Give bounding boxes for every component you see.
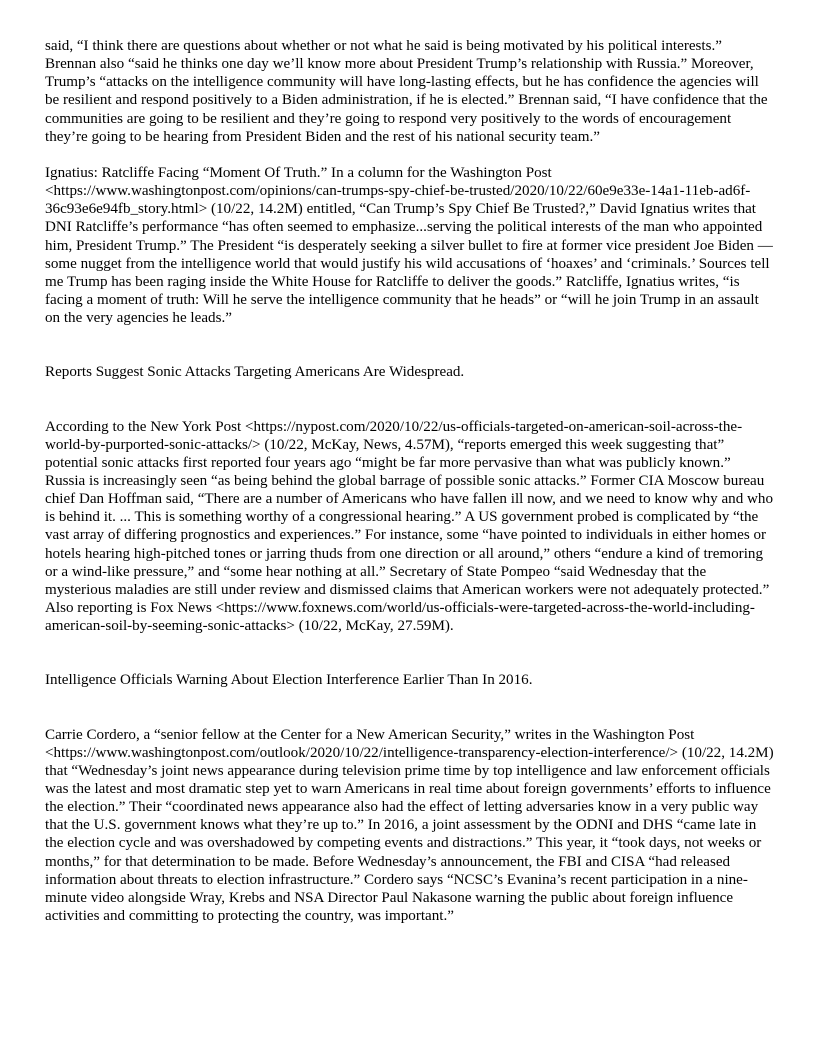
- paragraph-brennan: said, “I think there are questions about whether or not what he said is being motivated by his political interests.” Brennan also “said he thinks one day we’ll know more about President Trump’s relationship with Russia.” Moreover, Trump’s “attacks on the intelligence community will have long-lasting effects, but he has confidence the agencies will be resilient and respond positively to a Biden administration, if he is elected.” Brennan said, “I have confidence that the communities are going to be resilient and they’re going to respond very positively to the words of encouragement they’re going to be hearing from President Biden and the rest of his national security team.”: [45, 38, 768, 145]
- paragraph-spacer: [45, 146, 774, 164]
- paragraph-spacer: [45, 690, 774, 726]
- section-heading-election-interference: Intelligence Officials Warning About Election Interference Earlier Than In 2016.: [45, 672, 533, 689]
- paragraph-spacer: [45, 382, 774, 418]
- paragraph-sonic-attacks: According to the New York Post <https://nypost.com/2020/10/22/us-officials-targeted-on-american-soil-across-the-world-by-purported-sonic-attacks/> (10/22, McKay, News, 4.57M), “reports emerged this week suggesting that” potential sonic attacks first reported four years ago “might be far more pervasive than what was publicly known.” Russia is increasingly seen “as being behind the global barrage of possible sonic attacks.” Former CIA Moscow bureau chief Dan Hoffman said, “There are a number of Americans who have fallen ill now, and we need to know why and who is behind it. ... This is something worthy of a congressional hearing.” A US government probed is complicated by “the vast array of differing prognostics and experiences.” For instance, some “have pointed to individuals in either homes or hotels hearing high-pitched tones or jarring thuds from one direction or all around,” others “endure a kind of tremoring or a wind-like pressure,” and “some hear nothing at all.” Secretary of State Pompeo “said Wednesday that the mysterious maladies are still under review and dismissed claims that American workers were not adequately protected.” Also reporting is Fox News <https://www.foxnews.com/world/us-officials-were-targeted-across-the-world-including-american-soil-by-seeming-sonic-attacks> (10/22, McKay, 27.59M).: [45, 418, 774, 635]
- paragraph-spacer: [45, 635, 774, 671]
- section-heading-sonic-attacks: Reports Suggest Sonic Attacks Targeting Americans Are Widespread.: [45, 364, 465, 381]
- paragraph-cordero: Carrie Cordero, a “senior fellow at the Center for a New American Security,” writes in the Washington Post <https://www.washingtonpost.com/outlook/2020/10/22/intelligence-transparency-election-interference/> (10/22, 14.2M) that “Wednesday’s joint news appearance during television prime time by top intelligence and law enforcement officials was the latest and most dramatic step yet to warn Americans in real time about foreign governments’ efforts to influence the election.” Their “coordinated news appearance also had the effect of letting adversaries know in a very public way that the U.S. government knows what they’re up to.” In 2016, a joint assessment by the ODNI and DHS “came late in the election cycle and was overshadowed by competing events and distractions.” This year, it “took days, not weeks or months,” for that determination to be made. Before Wednesday’s announcement, the FBI and CISA “had released information about threats to election infrastructure.” Cordero says “NCSC’s Evanina’s recent participation in a nine-minute video alongside Wray, Krebs and NSA Director Paul Nakasone warning the public about foreign influence activities and committing to protecting the country, was important.”: [45, 726, 774, 925]
- paragraph-spacer: [45, 327, 774, 363]
- paragraph-ignatius: Ignatius: Ratcliffe Facing “Moment Of Truth.” In a column for the Washington Post <https://www.washingtonpost.com/opinions/can-trumps-spy-chief-be-trusted/2020/10/22/60e9e33e-14a1-11eb-ad6f-36c93e6e94fb_story.html> (10/22, 14.2M) entitled, “Can Trump’s Spy Chief Be Trusted?,” David Ignatius writes that DNI Ratcliffe’s performance “has often seemed to emphasize...serving the political interests of the man who appointed him, President Trump.” The President “is desperately seeking a silver bullet to fire at former vice president Joe Biden — some nugget from the intelligence world that would justify his wild accusations of ‘hoaxes’ and ‘criminals.’ Sources tell me Trump has been raging inside the White House for Ratcliffe to deliver the goods.” Ratcliffe, Ignatius writes, “is facing a moment of truth: Will he serve the intelligence community that he heads” or “will he join Trump in an assault on the very agencies he leads.”: [45, 164, 773, 327]
- document-page: [45, 37, 774, 925]
